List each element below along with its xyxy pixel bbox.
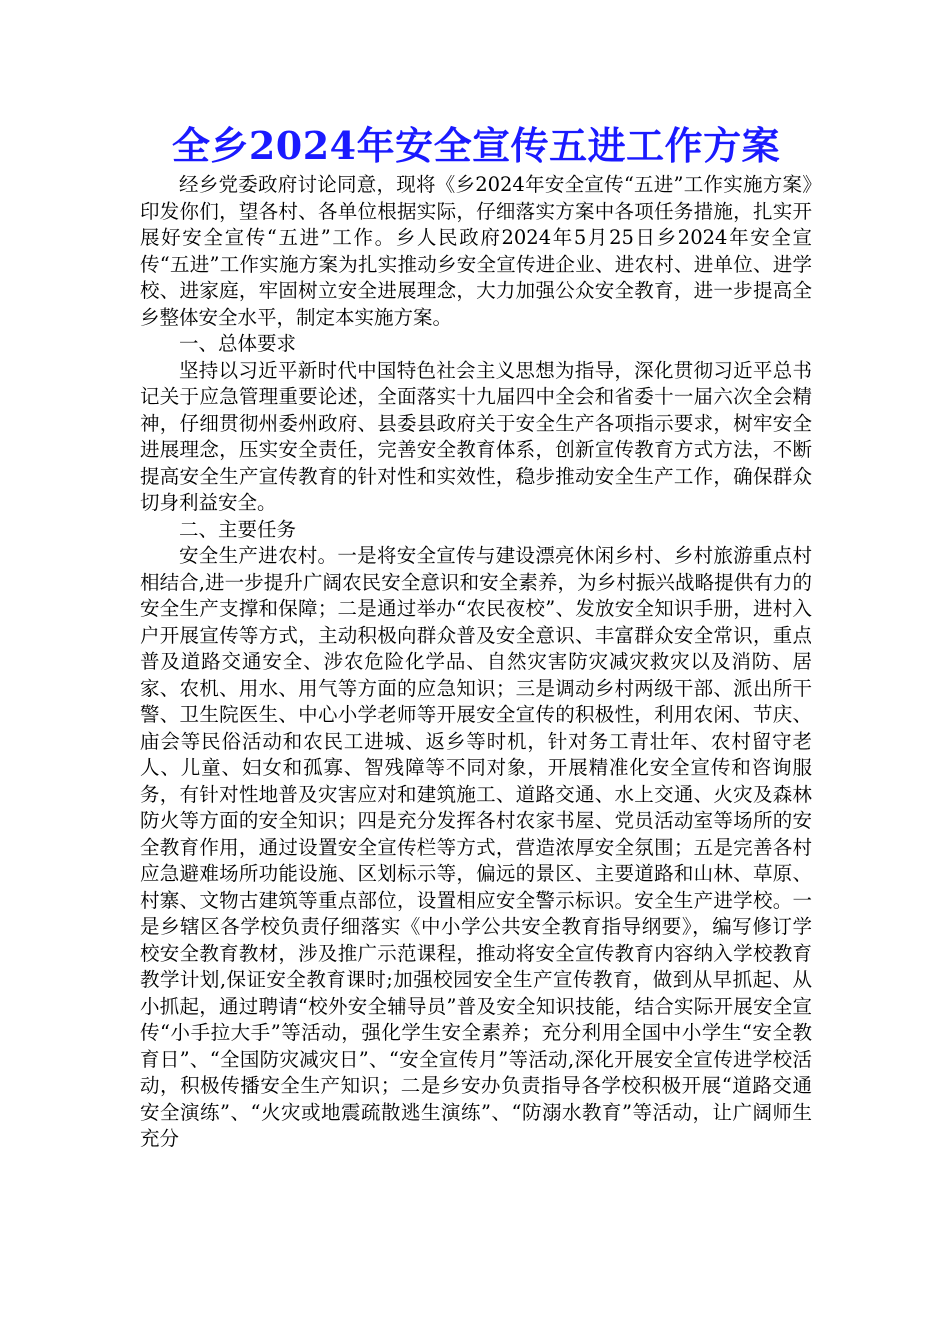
document-title: 全乡2024年安全宣传五进工作方案 (171, 123, 781, 168)
section-2-heading: 二、主要任务 (179, 517, 297, 541)
section-1-paragraph: 坚持以习近平新时代中国特色社会主义思想为指导，深化贯彻习近平总书记关于应急管理重要论述，全面落实十九届四中全会和省委十一届六次全会精神，仔细贯彻州委州政府、县委县政府关于安全生产各项指示要求，树牢安全进展理念，压实安全责任，完善安全教育体系，创新宣传教育方式方法，不断提高安全生产宣传教育的针对性和实效性，稳步推动安全生产工作，确保群众切身利益安全。 (140, 358, 812, 514)
intro-paragraph: 经乡党委政府讨论同意，现将《乡2024年安全宣传“五进”工作实施方案》印发你们，望各村、各单位根据实际，仔细落实方案中各项任务措施，扎实开展好安全宣传“五进”工作。乡人民政府2024年5月25日乡2024年安全宣传“五进”工作实施方案为扎实推动乡安全宣传进企业、进农村、进单位、进学校、进家庭，牢固树立安全进展理念，大力加强公众安全教育，进一步提高全乡整体安全水平，制定本实施方案。 (140, 173, 812, 329)
section-1-heading: 一、总体要求 (179, 332, 297, 355)
document-page (140, 120, 812, 1153)
section-2-paragraph: 安全生产进农村。一是将安全宣传与建设漂亮休闲乡村、乡村旅游重点村相结合,进一步提升广阔农民安全意识和安全素养，为乡村振兴战略提供有力的安全生产支撑和保障；二是通过举办“农民夜校”、发放安全知识手册，进村入户开展宣传等方式，主动积极向群众普及安全意识、丰富群众安全常识，重点普及道路交通安全、涉农危险化学品、自然灾害防灾减灾救灾以及消防、居家、农机、用水、用气等方面的应急知识；三是调动乡村两级干部、派出所干警、卫生院医生、中心小学老师等开展安全宣传的积极性，利用农闲、节庆、庙会等民俗活动和农民工进城、返乡等时机，针对务工青壮年、农村留守老人、儿童、妇女和孤寡、智残障等不同对象，开展精准化安全宣传和咨询服务，有针对性地普及灾害应对和建筑施工、道路交通、水上交通、火灾及森林防火等方面的安全知识；四是充分发挥各村农家书屋、党员活动室等场所的安全教育作用，通过设置安全宣传栏等方式，营造浓厚安全氛围；五是完善各村应急避难场所功能设施、区划标示等，偏远的景区、主要道路和山林、草原、村寨、文物古建筑等重点部位，设置相应安全警示标识。安全生产进学校。一是乡辖区各学校负责仔细落实《中小学公共安全教育指导纲要》，编写修订学校安全教育教材，涉及推广示范课程，推动将安全宣传教育内容纳入学校教育教学计划,保证安全教育课时;加强校园安全生产宣传教育，做到从早抓起、从小抓起，通过聘请“校外安全辅导员”普及安全知识技能，结合实际开展安全宣传“小手拉大手”等活动，强化学生安全素养；充分利用全国中小学生“安全教育日”、“全国防灾减灾日”、“安全宣传月”等活动,深化开展安全宣传进学校活动，积极传播安全生产知识；二是乡安办负责指导各学校积极开展“道路交通安全演练”、“火灾或地震疏散逃生演练”、“防溺水教育”等活动，让广阔师生充分 (140, 544, 812, 1150)
